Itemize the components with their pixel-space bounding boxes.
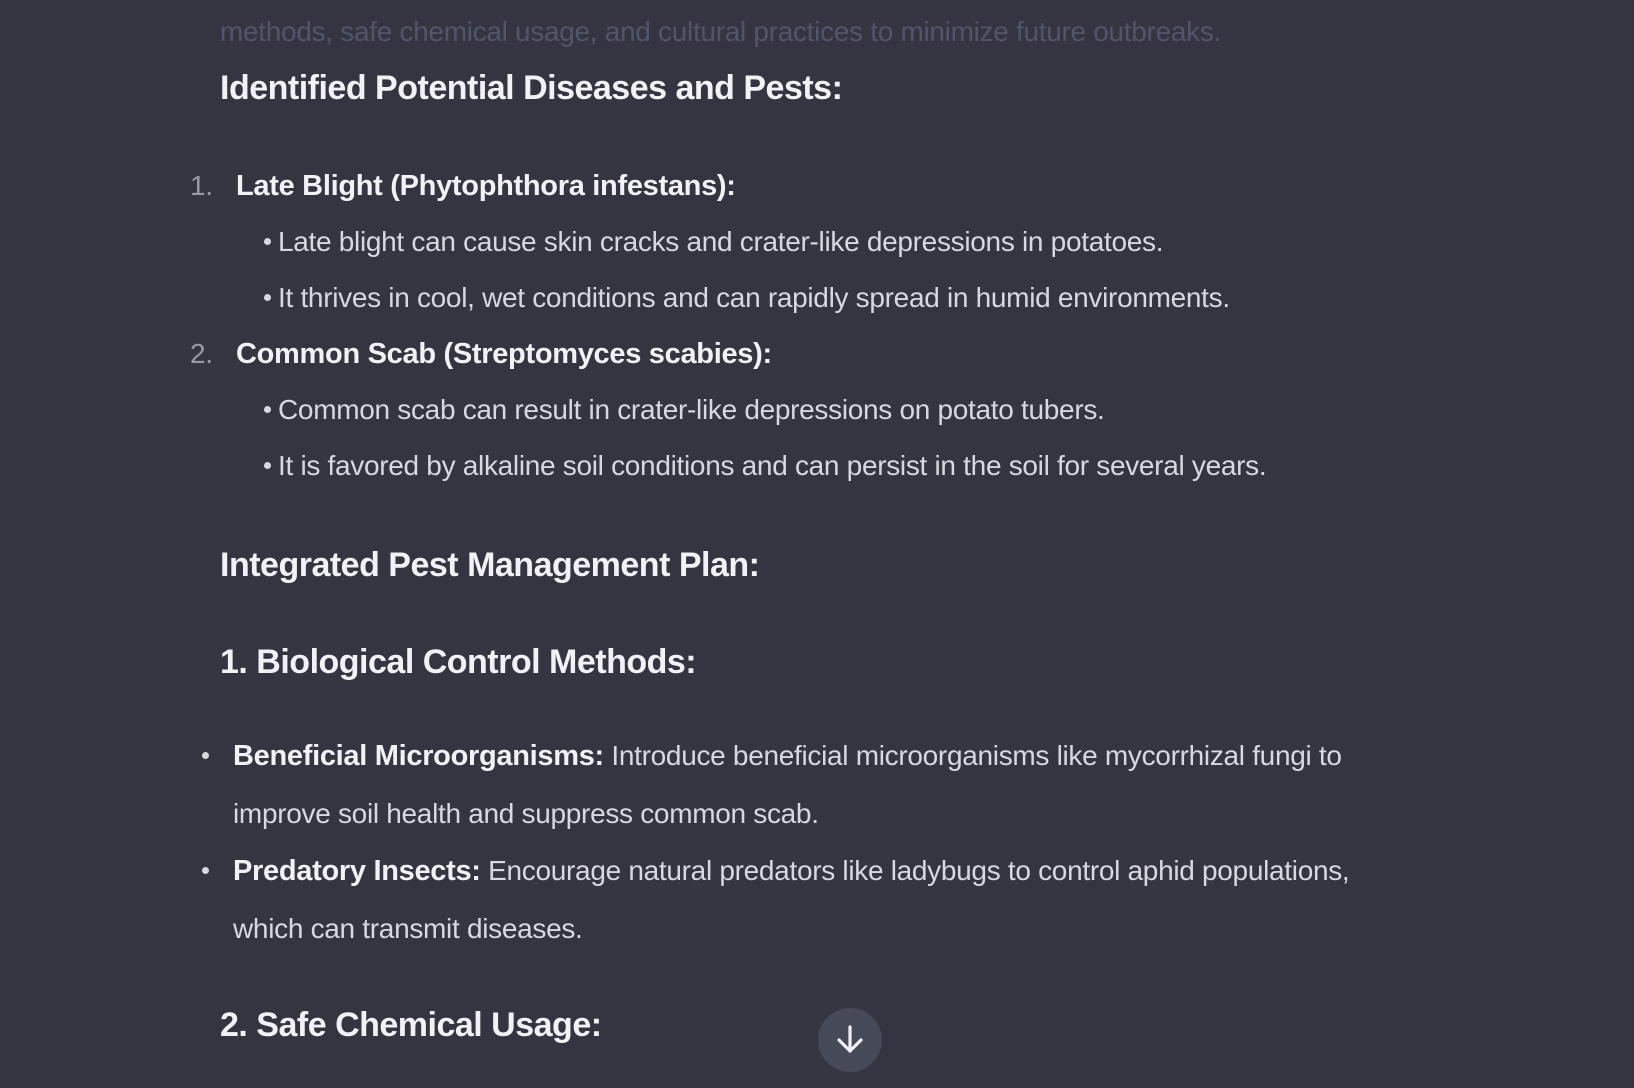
scroll-to-bottom-button[interactable] [818, 1008, 882, 1072]
diseases-heading: Identified Potential Diseases and Pests: [220, 69, 843, 107]
bullet-text: Late blight can cause skin cracks and crater-like depressions in potatoes. [278, 226, 1164, 257]
bullet-text-line: improve soil health and suppress common scab. [233, 798, 819, 829]
bullet-item [220, 214, 1460, 270]
bullet-text-line: Introduce beneficial microorganisms like mycorrhizal fungi to [611, 740, 1342, 771]
diseases-list [190, 158, 1460, 494]
bullet-text: It thrives in cool, wet conditions and can rapidly spread in humid environments. [278, 282, 1230, 313]
bullet-item [220, 270, 1460, 326]
biological-control-heading: 1. Biological Control Methods: [220, 643, 697, 681]
disease-title: Late Blight (Phytophthora infestans): [236, 170, 736, 202]
assistant-message [190, 0, 1460, 1088]
bullet-text: It is favored by alkaline soil conditions and can persist in the soil for several years. [278, 450, 1267, 481]
bullet-lead: Predatory Insects: [233, 855, 481, 887]
arrow-down-icon [828, 1018, 872, 1062]
clipped-previous-line: methods, safe chemical usage, and cultural practices to minimize future outbreaks. [220, 16, 1222, 47]
biological-control-list [220, 727, 1460, 957]
bullet-text: Common scab can result in crater-like depressions on potato tubers. [278, 394, 1105, 425]
bullet-text-line: Encourage natural predators like ladybugs to control aphid populations, [488, 855, 1350, 886]
ipm-plan-heading: Integrated Pest Management Plan: [220, 546, 760, 584]
bullet-item-beneficial-microorganisms [220, 727, 1460, 842]
bullet-lead: Beneficial Microorganisms: [233, 740, 604, 772]
safe-chemical-usage-heading: 2. Safe Chemical Usage: [220, 1006, 602, 1044]
bullet-item [220, 438, 1460, 494]
list-item-common-scab [190, 326, 1460, 382]
bullet-item [220, 382, 1460, 438]
bullet-text-line: which can transmit diseases. [233, 913, 583, 944]
bullet-item-predatory-insects [220, 842, 1460, 957]
list-number: 1. [190, 170, 213, 201]
list-number: 2. [190, 338, 213, 369]
list-item-late-blight [190, 158, 1460, 214]
disease-title: Common Scab (Streptomyces scabies): [236, 338, 772, 370]
